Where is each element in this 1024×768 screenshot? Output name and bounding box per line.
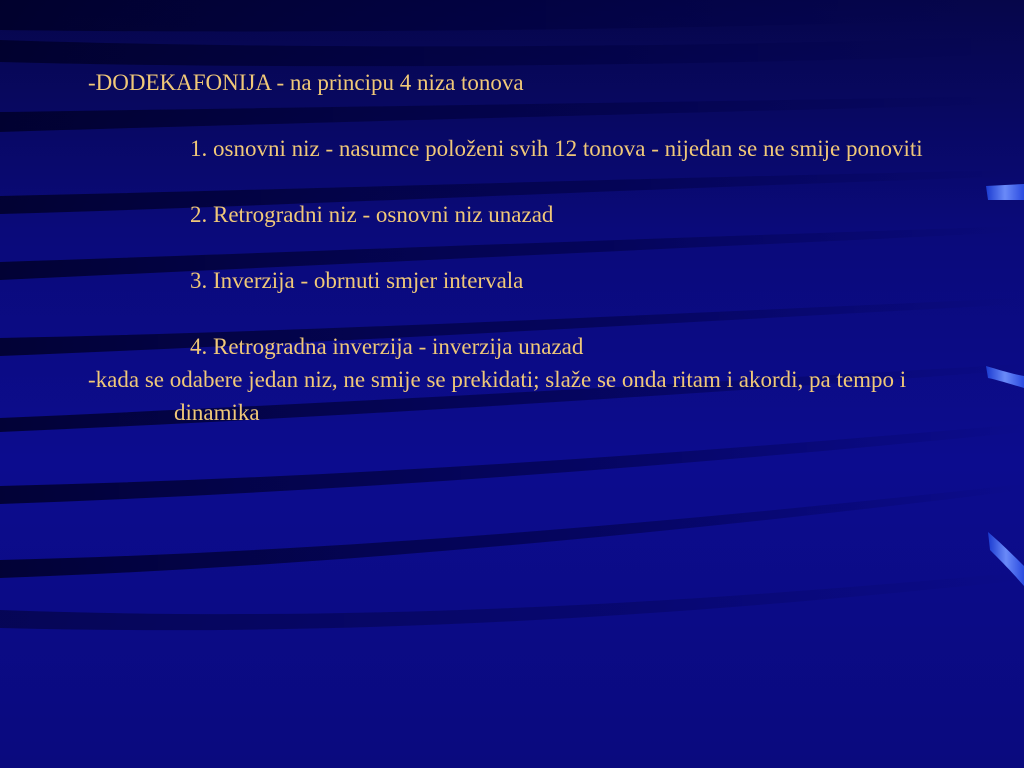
dark-ribbon — [0, 424, 1024, 504]
note-text: -kada se odabere jedan niz, ne smije se prekidati; slaže se onda ritam i akordi, pa tempo i — [88, 367, 907, 392]
note-text-tail: dinamika — [174, 400, 260, 425]
dark-ribbon — [0, 0, 1024, 32]
dark-ribbon — [0, 572, 1024, 630]
slide-heading: -DODEKAFONIJA - na principu 4 niza tonova — [88, 70, 524, 95]
dark-ribbon — [0, 36, 1024, 66]
list-item: 1. osnovni niz - nasumce položeni svih 12 tonova - nijedan se ne smije ponoviti — [190, 136, 923, 161]
note-paragraph — [88, 363, 948, 429]
list-item: 2. Retrogradni niz - osnovni niz unazad — [190, 202, 554, 227]
dark-ribbon — [0, 484, 1024, 578]
list-item: 4. Retrogradna inverzija - inverzija unazad — [190, 334, 584, 359]
slide-body — [88, 66, 948, 429]
list-item: 3. Inverzija - obrnuti smjer intervala — [190, 268, 524, 293]
accent-tick — [986, 184, 1024, 200]
